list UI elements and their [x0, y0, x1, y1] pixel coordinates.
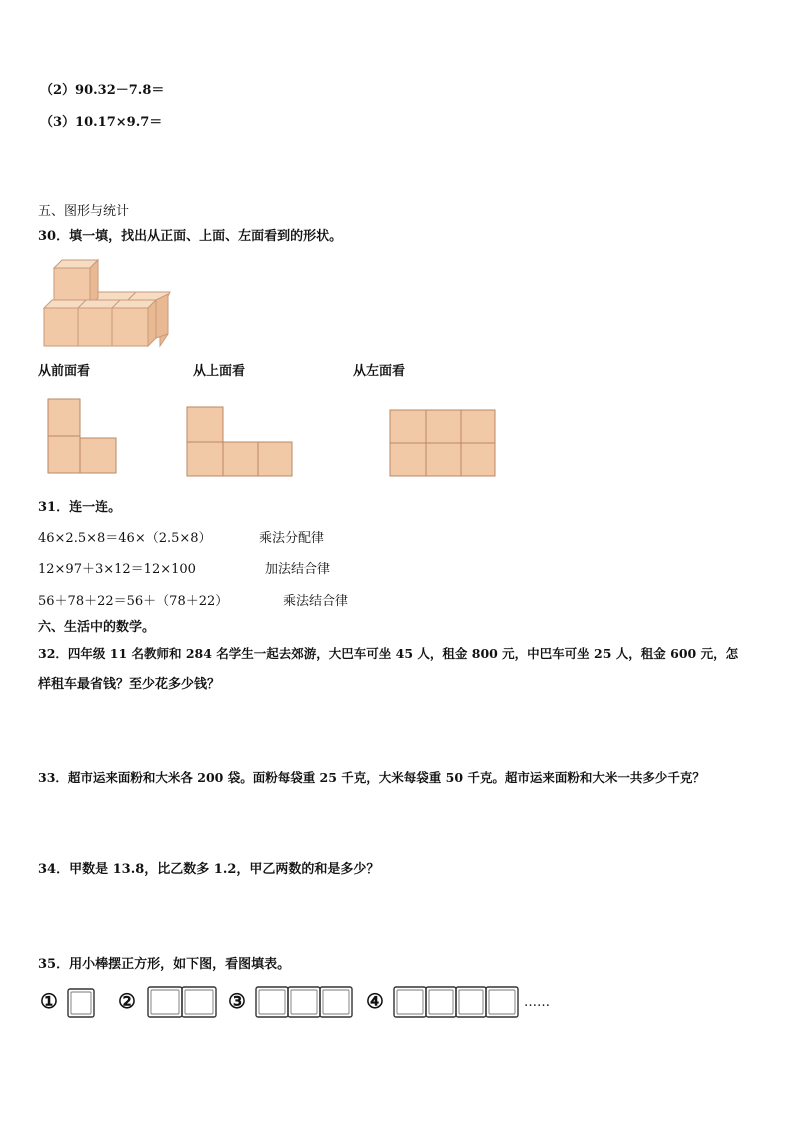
stick-square-figure-3	[254, 984, 356, 1020]
marker-3: ③	[228, 989, 246, 1013]
left-view-shape	[389, 409, 497, 479]
calc-item-3: （3）10.17×9.7＝	[40, 115, 163, 130]
stick-square-figure-4	[392, 984, 522, 1020]
section-5-title: 五、图形与统计	[38, 204, 130, 219]
question-32-line-1: 32．四年级 11 名教师和 284 名学生一起去郊游，大巴车可坐 45 人，租金 800 元，中巴车可坐 25 人，租金 600 元，怎	[38, 646, 739, 661]
question-33: 33．超市运来面粉和大米各 200 袋。面粉每袋重 25 千克，大米每袋重 50 千克。超市运来面粉和大米一共多少千克？	[38, 770, 705, 785]
marker-4: ④	[366, 989, 384, 1013]
match-right-2: 加法结合律	[265, 562, 331, 577]
question-30: 30．填一填，找出从正面、上面、左面看到的形状。	[38, 229, 343, 244]
stick-square-figure-2	[146, 984, 218, 1020]
calc-item-2: （2）90.32－7.8＝	[40, 83, 165, 98]
view-label-top: 从上面看	[193, 364, 246, 379]
cube-stack-figure	[40, 256, 175, 351]
view-label-left: 从左面看	[353, 364, 406, 379]
stick-square-figure-1	[66, 986, 96, 1020]
question-31: 31．连一连。	[38, 500, 122, 515]
question-32-line-2: 样租车最省钱？至少花多少钱？	[38, 677, 221, 692]
front-view-shape	[47, 398, 119, 476]
question-34: 34．甲数是 13.8，比乙数多 1.2，甲乙两数的和是多少？	[38, 862, 380, 877]
match-left-1: 46×2.5×8＝46×（2.5×8）	[38, 531, 212, 546]
match-left-3: 56＋78＋22＝56＋（78＋22）	[38, 594, 229, 609]
section-6-title: 六、生活中的数学。	[38, 620, 156, 635]
match-right-1: 乘法分配律	[259, 531, 325, 546]
question-35: 35．用小棒摆正方形，如下图，看图填表。	[38, 957, 291, 972]
sequence-ellipsis: ……	[524, 995, 550, 1010]
marker-1: ①	[40, 989, 58, 1013]
match-left-2: 12×97＋3×12＝12×100	[38, 562, 196, 577]
match-right-3: 乘法结合律	[283, 594, 349, 609]
view-label-front: 从前面看	[38, 364, 91, 379]
top-view-shape	[186, 406, 294, 478]
marker-2: ②	[118, 989, 136, 1013]
